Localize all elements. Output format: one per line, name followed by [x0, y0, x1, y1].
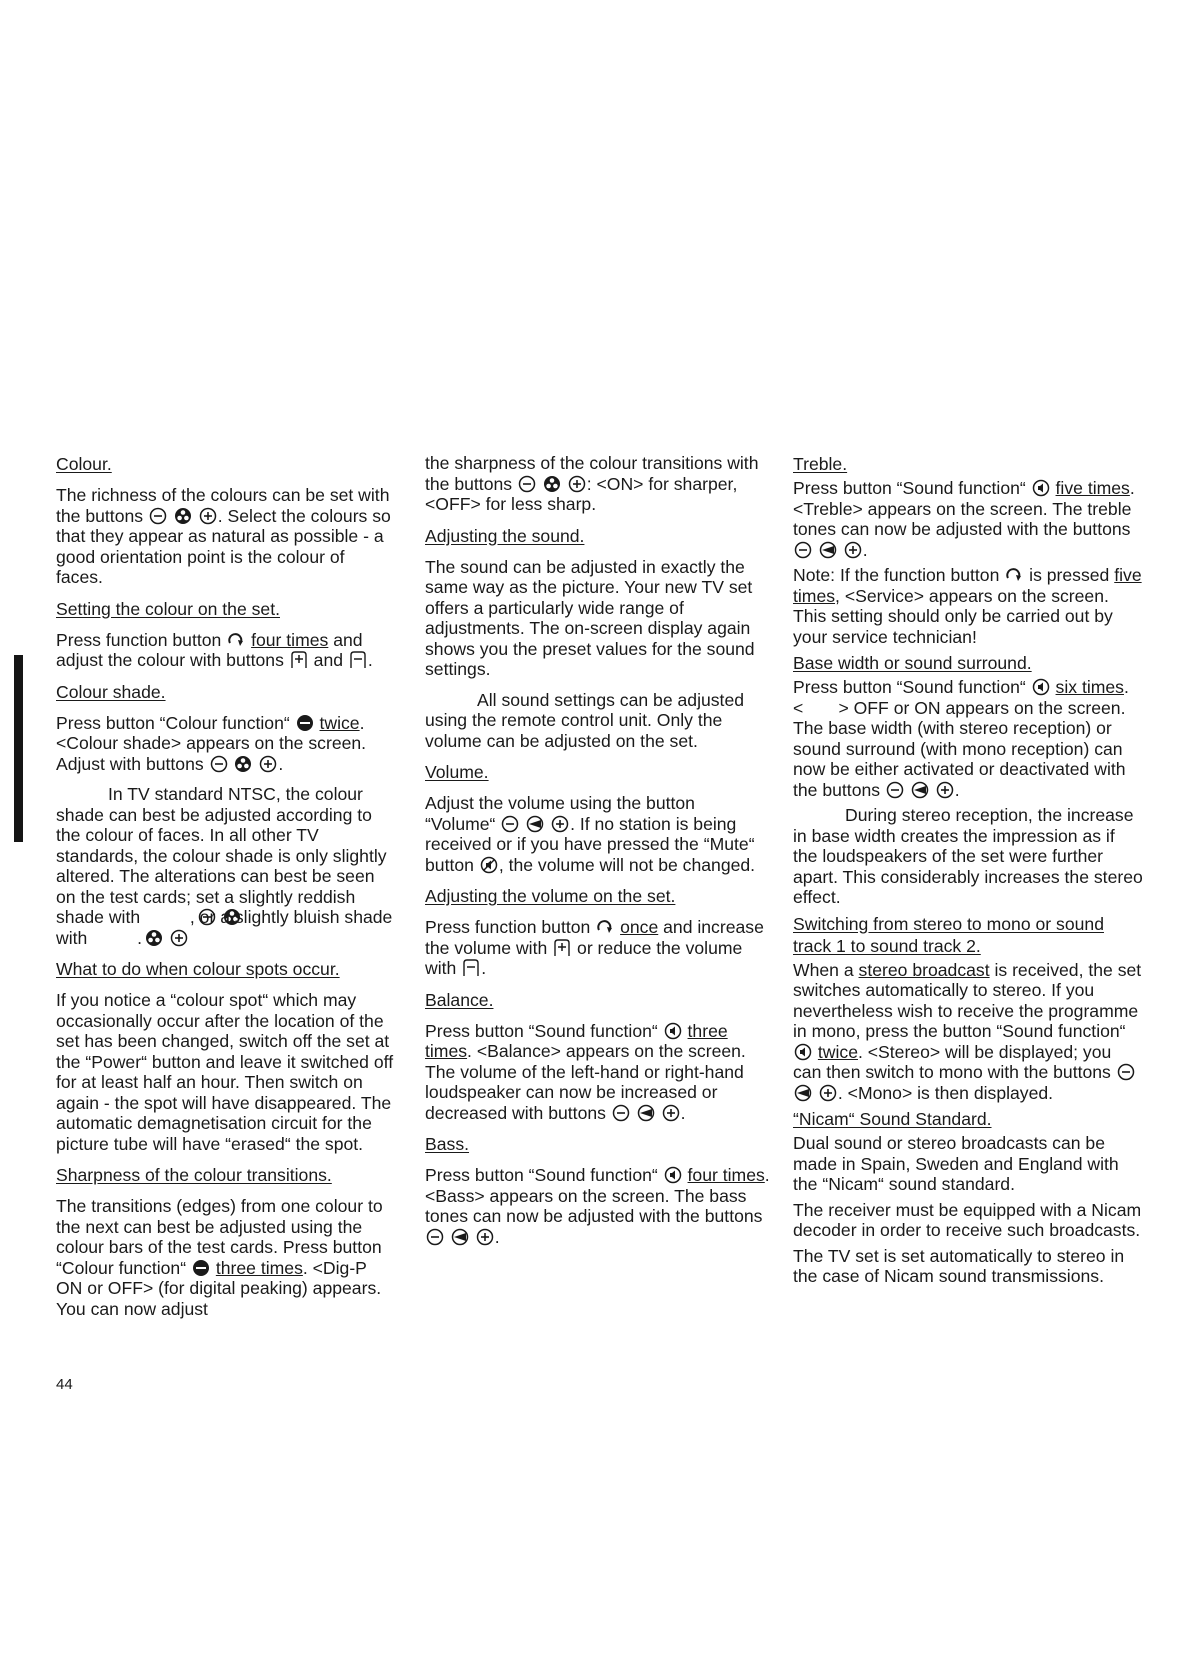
- text-run: and: [308, 650, 348, 670]
- minus-circle-icon: [501, 815, 519, 833]
- underlined-text: five times: [793, 565, 1142, 606]
- text-run: The sound can be adjusted in exactly the same way as the picture. Your new TV set offers a particularly wide range of adjustments. The on-screen display again shows you the preset values for the sound settings.: [425, 556, 755, 679]
- text-run: Press function button: [56, 629, 227, 650]
- text-run: [193, 506, 198, 526]
- text-run: The transitions (edges) from one colour to the next can best be adjusted using the colour bars of the test cards. Press button “Colour function“: [56, 1196, 383, 1278]
- text-run: .: [494, 1226, 500, 1247]
- paragraph-remote-control: [425, 690, 770, 752]
- colour-function-icon: [234, 755, 252, 773]
- minus-circle-icon: [146, 908, 164, 926]
- heading-setting-colour: Setting the colour on the set.: [56, 598, 280, 619]
- plus-circle-icon: [118, 929, 136, 947]
- plus-circle-icon: [568, 475, 586, 493]
- heading-sharpness: Sharpness of the colour transitions.: [56, 1165, 332, 1185]
- colour-function-icon: [171, 908, 189, 926]
- paragraph-colour: [56, 485, 396, 588]
- paragraph-treble: [793, 478, 1143, 560]
- paragraph-note: [793, 565, 1143, 647]
- heading-colour-spots: What to do when colour spots occur.: [56, 959, 340, 979]
- colour-function-icon: [174, 507, 192, 525]
- paragraph-setting-colour: [56, 630, 396, 671]
- heading-bass: Bass.: [425, 1134, 470, 1154]
- heading-base-width: Base width or sound surround.: [793, 653, 1032, 673]
- paragraph-base-width: [793, 677, 1143, 800]
- text-run: . <Mono> is then displayed.: [837, 1082, 1054, 1103]
- paragraph-sharpness: [56, 1196, 396, 1319]
- mute-icon: [480, 856, 498, 874]
- text-run: [813, 1083, 818, 1103]
- function-button-icon: [1005, 566, 1023, 584]
- plus-circle-icon: [819, 1084, 837, 1102]
- text-run: [168, 506, 173, 526]
- underlined-text: once: [620, 917, 659, 937]
- colour-function-filled-icon: [192, 1259, 210, 1277]
- paragraph-nicam-2: [793, 1200, 1143, 1241]
- colour-function-filled-icon: [296, 714, 314, 732]
- paragraph-nicam-1: [793, 1133, 1143, 1195]
- column-3: [793, 453, 1143, 1292]
- text-run: .: [278, 753, 284, 774]
- sound-function-icon: [1032, 479, 1050, 497]
- text-run: . <Balance> appears on the screen. The volume of the left-hand or right-hand loudspeaker can now be increased or decreased with buttons: [425, 1041, 746, 1123]
- text-run: . <Stereo> will be displayed; you can then switch to mono with the buttons: [793, 1041, 1116, 1082]
- plus-circle-icon: [259, 755, 277, 773]
- minus-circle-icon: [210, 755, 228, 773]
- sound-function-icon: [664, 1022, 682, 1040]
- text-run: Press button “Colour function“: [56, 712, 295, 733]
- text-run: [545, 814, 550, 834]
- text-run: Press button “Sound function“: [425, 1020, 663, 1041]
- text-run: is received, the set switches automatically to stereo. If you nevertheless wish to receive the programme in mono, press the button “Sound function“: [793, 959, 1142, 1041]
- heading-volume-on-set: Adjusting the volume on the set.: [425, 886, 676, 906]
- sound-function-icon: [664, 1166, 682, 1184]
- text-run: .: [137, 927, 142, 948]
- paragraph-nicam-3: [793, 1246, 1143, 1287]
- text-run: Adjust the volume using the button “Volume“: [425, 793, 695, 834]
- plus-circle-icon: [662, 1104, 680, 1122]
- plus-key-icon: [290, 651, 308, 669]
- column-2: [425, 453, 770, 1257]
- text-run: , the volume will not be changed.: [498, 854, 756, 875]
- text-run: Note: If the function button: [793, 565, 1005, 585]
- text-run: .: [680, 1102, 686, 1123]
- text-run: the sharpness of the colour transitions with the buttons: [425, 453, 759, 494]
- paragraph-switching: [793, 960, 1143, 1104]
- heading-adjusting-sound: Adjusting the sound.: [425, 525, 585, 546]
- volume-icon: [819, 541, 837, 559]
- heading-volume: Volume.: [425, 762, 489, 782]
- minus-circle-icon: [426, 1228, 444, 1246]
- text-run: [631, 1103, 636, 1123]
- text-run: Press function button: [425, 917, 596, 937]
- volume-icon: [911, 781, 929, 799]
- minus-circle-icon: [1117, 1063, 1135, 1081]
- text-run: The richness of the colours can be set with the buttons: [56, 485, 390, 526]
- text-run: , <Service> appears on the screen. This setting should only be carried out by your service technician!: [793, 585, 1113, 647]
- plus-circle-icon: [551, 815, 569, 833]
- text-run: [562, 474, 567, 494]
- paragraph-colour-spots: [56, 990, 396, 1154]
- text-run: In TV standard NTSC, the colour shade can best be adjusted according to the colour of faces. In all other TV standards, the colour shade is only slightly altered. The alterations can best be seen on the test cards; set a slightly reddish shade with: [56, 784, 387, 927]
- text-run: . If no station is being received or if you have pressed the “Mute“ button: [425, 813, 755, 875]
- text-run: Press button “Sound function“: [793, 677, 1031, 697]
- text-run: Press button “Sound function“: [425, 1165, 663, 1185]
- minus-circle-icon: [886, 781, 904, 799]
- underlined-text: four times: [251, 629, 329, 650]
- paragraph-adjusting-sound: [425, 557, 770, 680]
- underlined-text: three times: [215, 1257, 303, 1278]
- heading-balance: Balance.: [425, 989, 494, 1010]
- heading-switching: Switching from stereo to mono or sound track 1 to sound track 2.: [793, 913, 1104, 956]
- underlined-text: twice: [817, 1041, 858, 1062]
- sound-function-icon: [794, 1043, 812, 1061]
- colour-function-icon: [93, 929, 111, 947]
- heading-treble: Treble.: [793, 454, 848, 474]
- paragraph-volume: [425, 793, 770, 875]
- text-run: or reduce the volume with: [425, 937, 743, 978]
- volume-icon: [637, 1104, 655, 1122]
- text-run: : <ON> for sharper, <OFF> for less sharp.: [425, 473, 738, 514]
- text-run: [520, 814, 525, 834]
- text-run: [838, 540, 843, 560]
- text-run: [229, 754, 234, 774]
- minus-circle-icon: [794, 541, 812, 559]
- text-run: . <Bass> appears on the screen. The bass tones can now be adjusted with the buttons: [425, 1165, 770, 1226]
- text-run: . <Treble> appears on the screen. The treble tones can now be adjusted with the buttons: [793, 478, 1135, 539]
- text-run: During stereo reception, the increase in base width creates the impression as if the loudspeakers of the set were further apart. This considerably increases the stereo effect.: [793, 805, 1143, 907]
- plus-circle-icon: [844, 541, 862, 559]
- text-run: [445, 1227, 450, 1247]
- paragraph-bass: [425, 1165, 770, 1247]
- text-run: Press button “Sound function“: [793, 478, 1031, 498]
- column-1: [56, 453, 396, 1329]
- text-run: , or a slightly bluish shade with: [56, 907, 393, 948]
- text-run: [253, 754, 258, 774]
- text-run: Dual sound or stereo broadcasts can be made in Spain, Sweden and England with the “Nicam“ sound standard.: [793, 1133, 1119, 1194]
- text-run: . < > OFF or ON appears on the screen. The base width (with stereo reception) or sound surround (with mono reception) can now be either activated or deactivated with the buttons: [793, 677, 1129, 800]
- underlined-text: twice: [319, 712, 360, 733]
- text-run: The receiver must be equipped with a Nicam decoder in order to receive such broadcasts.: [793, 1199, 1142, 1240]
- underlined-text: three times: [425, 1020, 728, 1061]
- minus-circle-icon: [518, 475, 536, 493]
- plus-circle-icon: [476, 1228, 494, 1246]
- function-button-icon: [227, 631, 245, 649]
- paragraph-stereo-reception: [793, 805, 1143, 908]
- paragraph-sharpness-cont: [425, 453, 770, 515]
- text-run: [813, 540, 818, 560]
- text-run: [656, 1103, 661, 1123]
- function-button-icon: [596, 918, 614, 936]
- heading-nicam: “Nicam“ Sound Standard.: [793, 1109, 992, 1129]
- minus-key-icon: [349, 651, 367, 669]
- minus-key-icon: [462, 959, 480, 977]
- minus-circle-icon: [612, 1104, 630, 1122]
- text-run: . <Colour shade> appears on the screen. Adjust with buttons: [56, 712, 367, 774]
- margin-black-bar: [14, 655, 23, 842]
- text-run: [537, 474, 542, 494]
- paragraph-colour-shade: [56, 713, 396, 775]
- text-run: .: [481, 958, 487, 978]
- sound-function-icon: [1032, 678, 1050, 696]
- text-run: and increase the volume with: [425, 917, 764, 958]
- underlined-text: four times: [687, 1165, 765, 1185]
- text-run: .: [954, 779, 960, 800]
- volume-icon: [451, 1228, 469, 1246]
- text-run: [905, 780, 910, 800]
- text-run: All sound settings can be adjusted using the remote control unit. Only the volume can be adjusted on the set.: [425, 689, 745, 751]
- minus-circle-icon: [149, 507, 167, 525]
- paragraph-balance: [425, 1021, 770, 1124]
- underlined-text: six times: [1055, 677, 1124, 697]
- text-run: is pressed: [1024, 565, 1115, 585]
- text-run: . Select the colours so that they appear as natural as possible - a good orientation point is the colour of faces.: [56, 505, 391, 587]
- page-number: 44: [56, 1376, 73, 1393]
- text-run: If you notice a “colour spot“ which may occasionally occur after the location of the set has been changed, switch off the set at the “Power“ button and leave it switched off for at least half an hour. Then switch on again - the spot will have disappeared. The automatic demagnetisation circuit for the picture tube will have “erased“ the spot.: [56, 990, 394, 1154]
- text-run: [112, 928, 117, 948]
- text-run: .: [367, 650, 373, 670]
- text-run: .: [862, 539, 868, 560]
- text-run: . <Dig-P ON or OFF> (for digital peaking) appears. You can now adjust: [56, 1257, 382, 1319]
- underlined-text: stereo broadcast: [858, 959, 990, 980]
- paragraph-volume-on-set: [425, 917, 770, 979]
- underlined-text: five times: [1055, 478, 1130, 498]
- text-run: [165, 907, 170, 927]
- volume-icon: [526, 815, 544, 833]
- plus-circle-icon: [199, 507, 217, 525]
- heading-colour-shade: Colour shade.: [56, 681, 166, 702]
- text-run: [930, 780, 935, 800]
- plus-circle-icon: [936, 781, 954, 799]
- volume-icon: [794, 1084, 812, 1102]
- text-run: When a: [793, 959, 859, 980]
- text-run: [470, 1227, 475, 1247]
- plus-key-icon: [553, 939, 571, 957]
- heading-colour: Colour.: [56, 454, 112, 474]
- paragraph-ntsc: [56, 784, 396, 948]
- colour-function-icon: [543, 475, 561, 493]
- text-run: The TV set is set automatically to stereo in the case of Nicam sound transmissions.: [793, 1245, 1125, 1286]
- text-run: and adjust the colour with buttons: [56, 629, 363, 670]
